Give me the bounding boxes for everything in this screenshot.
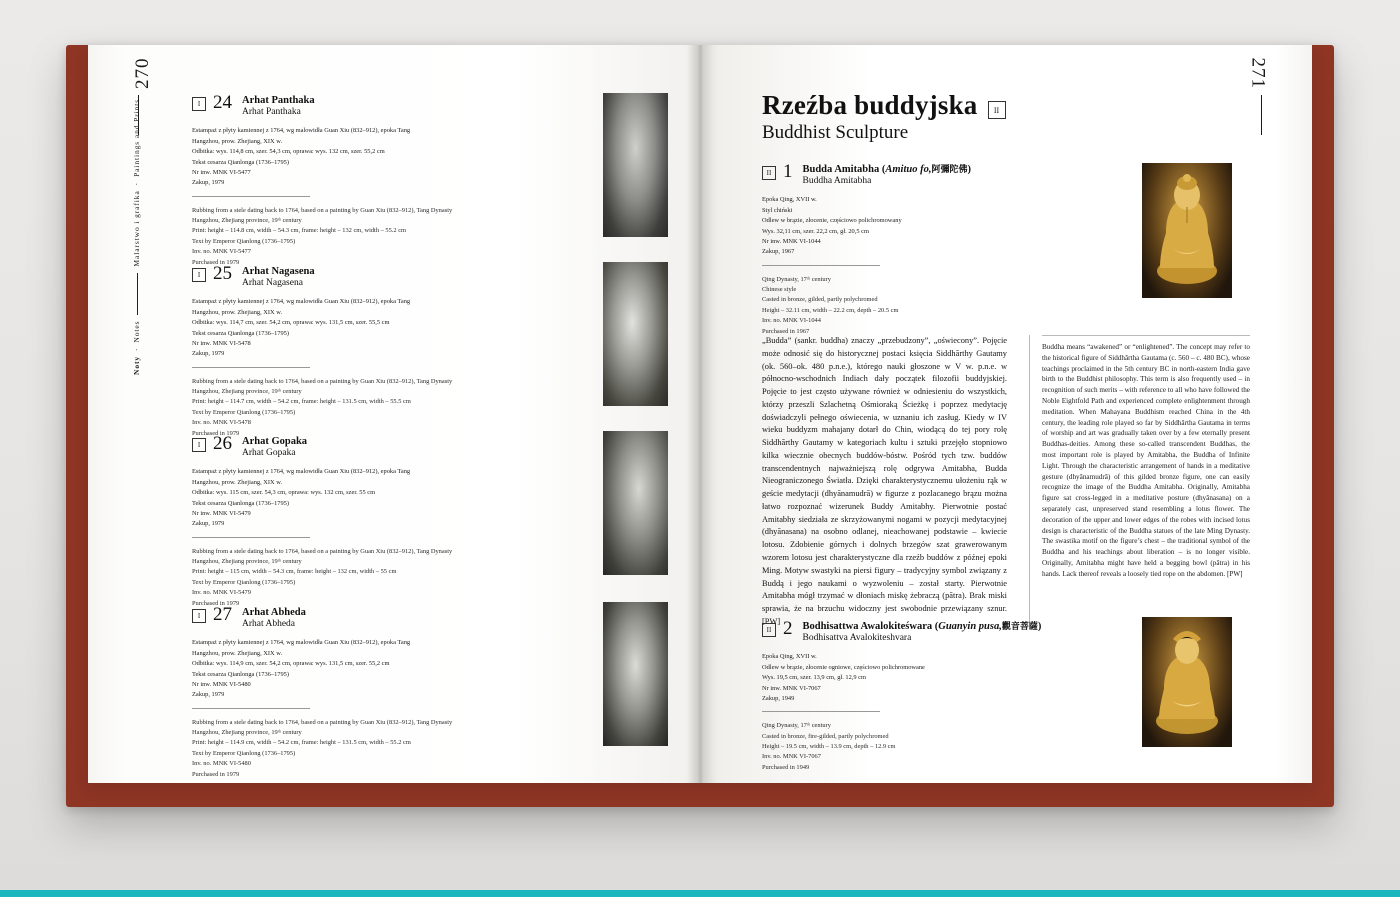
meta-line: Purchased in 1979 [192, 429, 240, 437]
buddha-figure-icon [1142, 163, 1232, 298]
meta-line: Estampaż z płyty kamiennej z 1764, wg malowidła Guan Xiu (832–912), epoka Tang [192, 468, 411, 476]
meta-line: Wys. 19,5 cm, szer. 13,9 cm, gł. 12,9 cm [762, 674, 866, 682]
entry-header [762, 163, 1092, 187]
meta-line: Odbitka: wys. 114,8 cm, szer. 54,3 cm, oprawa: wys. 132 cm, szer. 55,2 cm [192, 148, 385, 156]
chapter-title-en: Buddhist Sculpture [762, 122, 909, 144]
entry-number: 27 [213, 604, 232, 625]
entry-meta-en [762, 721, 1092, 773]
section-mark-icon: I [192, 97, 206, 111]
plate-rubbing-27 [603, 602, 668, 746]
entry-number: 26 [213, 433, 232, 454]
meta-line: Hangzhou, Zhejiang province, 19ᵗʰ century [192, 217, 302, 225]
meta-line: Print: height – 114.8 cm, width – 54.3 cm, frame: height – 132 cm, width – 55.2 cm [192, 227, 406, 235]
entry-title-pl: Bodhisattwa Awalokiteśwara [802, 621, 933, 632]
meta-line: Purchased in 1949 [762, 763, 810, 771]
meta-line: Tekst cesarza Qianlonga (1736–1795) [192, 499, 289, 507]
catalogue-entry-ii-1 [762, 163, 1092, 337]
catalogue-entry-24 [192, 94, 612, 268]
catalogue-entry-26 [192, 435, 612, 609]
entry-meta-pl [192, 297, 612, 359]
meta-line: Inv. no. MNK VI-5480 [192, 760, 251, 768]
folio-number-right: 271 [1247, 57, 1268, 89]
catalogue-entry-25 [192, 265, 612, 439]
plate-rubbing-25 [603, 262, 668, 406]
meta-line: Text by Emperor Qianlong (1736–1795) [192, 237, 296, 245]
running-head-pl-notes: Noty [132, 355, 141, 375]
meta-line: Print: height – 115 cm, width – 54.3 cm, frame: height – 132 cm, width – 55 cm [192, 568, 397, 576]
running-head-en-notes: Notes [132, 320, 141, 343]
bodhisattva-figure-icon [1142, 617, 1232, 747]
entry-meta-en [192, 718, 612, 780]
meta-line: Nr inw. MNK VI-5478 [192, 339, 251, 347]
essay-text-en-body: Buddha means “awakened” or “enlightened”. The concept may refer to the historical figure of Siddhārtha Gautama (c. 560 – c. 480 BC), whose teachings proclaimed in the 5th century BC in north-eastern India gave birth to the Buddhist philosophy. This term is also frequently used – in recognition of such merits – with reference to all who have followed the Noble Eightfold Path and experienced complete enlightenment through meditation. When Mahayana Buddhism reached China in the 4th century, the leading role played so far by Siddhārtha Gautama in terms of worship and art was gradually taken over by a few eternally present Buddhas-deities. Among these so-called transcendent Buddhas, the most important role is played by Amitabha, the Buddha of Infinite Light. Through the characteristic arrangement of hands in a meditative gesture (dhyānamudrā) of this gilded bronze figure, one can easily recognize the image of the Buddha Amitabha. Originally, Amitabha figure sat cross-legged in a meditative posture (dhyānasana) on a separately cast, unpreserved stand resembling a lotus flower. The decoration of the upper and lower edges of the robes with incised lotus design is characteristic of the Buddha statues of the late Ming Dynasty. The swastika motif on the figure’s chest – the traditional symbol of the Buddha and his teachings about liberation – is no longer visible. Originally, Amitabha might have held a begging bowl (pātra) in his hands. Lack thereof reveals a loosely tied rope on the abdomen. [PW] [1042, 343, 1250, 578]
entry-number: 25 [213, 263, 232, 284]
running-head-rule [137, 273, 138, 315]
entry-meta-en [762, 275, 1092, 337]
meta-line: Nr inw. MNK VI-5477 [192, 168, 251, 176]
entry-titles: Budda Amitabha (Amituo fo,阿彌陀佛) Buddha Amitabha [802, 164, 971, 187]
entry-title-en: Arhat Abheda [242, 619, 296, 630]
chapter-heading [762, 91, 1006, 144]
meta-line: Text by Emperor Qianlong (1736–1795) [192, 408, 296, 416]
section-mark-icon: II [762, 623, 776, 637]
entry-title-pl: Budda Amitabha [802, 164, 880, 175]
meta-line: Qing Dynasty, 17ᵗʰ century [762, 722, 831, 730]
meta-line: Odbitka: wys. 114,9 cm, szer. 54,2 cm, oprawa: wys. 131,5 cm, szer. 55,2 cm [192, 660, 390, 668]
meta-line: Odlew w brązie, złocenie, częściowo polichromowany [762, 217, 902, 225]
entry-title-cjk: 阿彌陀佛 [931, 165, 968, 175]
meta-line: Purchased in 1979 [192, 258, 240, 266]
meta-line: Nr inw. MNK VI-5480 [192, 680, 251, 688]
plate-statue-amitabha [1142, 163, 1232, 298]
entry-titles [242, 435, 307, 459]
meta-line: Zakup, 1949 [762, 694, 795, 702]
meta-line: Odbitka: wys. 115 cm, szer. 54,3 cm, oprawa: wys. 132 cm, szer. 55 cm [192, 489, 376, 497]
meta-line: Estampaż z płyty kamiennej z 1764, wg malowidła Guan Xiu (832–912), epoka Tang [192, 639, 411, 647]
entry-title-en: Arhat Panthaka [242, 107, 301, 118]
meta-line: Tekst cesarza Qianlonga (1736–1795) [192, 329, 289, 337]
catalogue-entry-ii-2 [762, 620, 1092, 773]
meta-line: Print: height – 114.9 cm, width – 54.2 cm, frame: height – 131.5 cm, width – 55.2 cm [192, 739, 411, 747]
chapter-heading-text [762, 91, 978, 144]
meta-line: Rubbing from a stele dating back to 1764, based on a painting by Guan Xiu (832–912), Tang Dynasty [192, 547, 453, 555]
meta-line: Purchased in 1979 [192, 770, 240, 778]
book-spread [88, 45, 1312, 783]
essay-columns [762, 335, 1252, 629]
meta-line: Text by Emperor Qianlong (1736–1795) [192, 749, 296, 757]
bottom-accent-strip [0, 890, 1400, 897]
entry-title-en: Arhat Gopaka [242, 448, 296, 459]
meta-line: Nr inw. MNK VI-1044 [762, 237, 821, 245]
essay-text-en [1029, 335, 1250, 629]
chapter-title-pl: Rzeźba buddyjska [762, 90, 978, 120]
meta-line: Hangzhou, Zhejiang province, 19ᵗʰ century [192, 729, 302, 737]
meta-line: Estampaż z płyty kamiennej z 1764, wg malowidła Guan Xiu (832–912), epoka Tang [192, 127, 411, 135]
entry-meta-pl [192, 126, 612, 188]
entry-title-pl: Arhat Abheda [242, 607, 306, 618]
meta-line: Height – 19.5 cm, width – 13.9 cm, depth – 12.9 cm [762, 743, 896, 751]
meta-line: Odlew w brązie, złocenie ogniowe, częściowo polichromowane [762, 663, 925, 671]
section-mark-icon: I [192, 268, 206, 282]
meta-line: Hangzhou, prow. Zhejiang, XIX w. [192, 308, 283, 316]
entry-title-translit: Amituo fo, [885, 164, 932, 175]
entry-divider [762, 265, 880, 266]
entry-meta-pl [762, 652, 1092, 704]
running-head-pl-section: Malarstwo i grafika [132, 190, 141, 267]
entry-meta-en [192, 547, 612, 609]
plate-rubbing-26 [603, 431, 668, 575]
entry-header [192, 435, 612, 459]
meta-line: Inv. no. MNK VI-5479 [192, 589, 251, 597]
entry-divider [762, 711, 880, 712]
entry-meta-en [192, 206, 612, 268]
entry-header [762, 620, 1092, 644]
meta-line: Hangzhou, prow. Zhejiang, XIX w. [192, 137, 283, 145]
section-mark-icon: I [192, 438, 206, 452]
meta-line: Zakup, 1979 [192, 520, 225, 528]
entry-titles [242, 265, 315, 289]
catalogue-entry-27 [192, 606, 612, 780]
meta-line: Purchased in 1979 [192, 599, 240, 607]
meta-line: Purchased in 1967 [762, 327, 810, 335]
entry-meta-pl [192, 467, 612, 529]
chapter-mark-icon: II [988, 101, 1006, 119]
meta-line: Hangzhou, Zhejiang province, 19ᵗʰ century [192, 388, 302, 396]
meta-line: Nr inw. MNK VI-5479 [192, 509, 251, 517]
meta-line: Height – 32.11 cm, width – 22.2 cm, depth – 20.5 cm [762, 306, 899, 314]
entry-title-pl: Arhat Nagasena [242, 266, 315, 277]
meta-line: Inv. no. MNK VI-1044 [762, 317, 821, 325]
meta-line: Hangzhou, prow. Zhejiang, XIX w. [192, 478, 283, 486]
entry-number: 2 [783, 618, 793, 639]
entry-header [192, 94, 612, 118]
entry-divider [192, 367, 310, 368]
running-head-left: Noty·NotesMalarstwo i grafika·Paintings and Prints [132, 98, 141, 375]
meta-line: Estampaż z płyty kamiennej z 1764, wg malowidła Guan Xiu (832–912), epoka Tang [192, 298, 411, 306]
entry-divider [192, 708, 310, 709]
entry-title-en: Bodhisattva Avalokiteshvara [802, 633, 912, 644]
meta-line: Hangzhou, Zhejiang province, 19ᵗʰ century [192, 558, 302, 566]
meta-line: Epoka Qing, XVII w. [762, 653, 817, 661]
entry-titles [242, 94, 315, 118]
meta-line: Hangzhou, prow. Zhejiang, XIX w. [192, 649, 283, 657]
entry-meta-pl [762, 195, 1092, 257]
meta-line: Inv. no. MNK VI-7067 [762, 753, 821, 761]
meta-line: Styl chiński [762, 206, 793, 214]
book-cover [66, 45, 1334, 807]
entry-divider [192, 196, 310, 197]
entry-title-pl: Arhat Panthaka [242, 95, 315, 106]
essay-rule [1042, 335, 1250, 336]
meta-line: Zakup, 1979 [192, 350, 225, 358]
left-page [88, 45, 700, 783]
section-mark-icon: II [762, 166, 776, 180]
section-mark-icon: I [192, 609, 206, 623]
meta-line: Rubbing from a stele dating back to 1764, based on a painting by Guan Xiu (832–912), Tang Dynasty [192, 718, 453, 726]
meta-line: Print: height – 114.7 cm, width – 54.2 cm, frame: height – 131.5 cm, width – 55.5 cm [192, 398, 411, 406]
folio-rule-right [1261, 95, 1262, 135]
plate-rubbing-24 [603, 93, 668, 237]
entry-title-cjk: 觀音菩薩 [1001, 622, 1038, 632]
folio-number-left: 270 [132, 57, 153, 89]
meta-line: Wys. 32,11 cm, szer. 22,2 cm, gł. 20,5 cm [762, 227, 869, 235]
entry-titles: Bodhisattwa Awalokiteśwara (Guanyin pusa,觀音菩薩) Bodhisattva Avalokiteshvara [802, 621, 1042, 644]
meta-line: Epoka Qing, XVII w. [762, 196, 817, 204]
meta-line: Zakup, 1979 [192, 179, 225, 187]
meta-line: Chinese style [762, 286, 797, 294]
entry-number: 24 [213, 92, 232, 113]
meta-line: Text by Emperor Qianlong (1736–1795) [192, 578, 296, 586]
entry-meta-pl [192, 638, 612, 700]
entry-number: 1 [783, 161, 793, 182]
plate-statue-avalokiteshvara [1142, 617, 1232, 747]
entry-titles [242, 606, 306, 630]
meta-line: Zakup, 1967 [762, 248, 795, 256]
meta-line: Nr inw. MNK VI-7067 [762, 684, 821, 692]
meta-line: Tekst cesarza Qianlonga (1736–1795) [192, 158, 289, 166]
meta-line: Casted in bronze, fire-gilded, partly polychromed [762, 732, 889, 740]
right-page [700, 45, 1312, 783]
meta-line: Inv. no. MNK VI-5478 [192, 419, 251, 427]
entry-meta-en [192, 377, 612, 439]
meta-line: Rubbing from a stele dating back to 1764, based on a painting by Guan Xiu (832–912), Tang Dynasty [192, 377, 453, 385]
meta-line: Zakup, 1979 [192, 691, 225, 699]
entry-divider [192, 537, 310, 538]
entry-title-en: Arhat Nagasena [242, 278, 303, 289]
meta-line: Qing Dynasty, 17ᵗʰ century [762, 275, 831, 283]
meta-line: Inv. no. MNK VI-5477 [192, 248, 251, 256]
running-head-en-section: Paintings and Prints [132, 98, 141, 177]
entry-header [192, 265, 612, 289]
meta-line: Rubbing from a stele dating back to 1764, based on a painting by Guan Xiu (832–912), Tang Dynasty [192, 206, 453, 214]
meta-line: Casted in bronze, gilded, partly polychromed [762, 296, 878, 304]
meta-line: Odbitka: wys. 114,7 cm, szer. 54,2 cm, oprawa: wys. 131,5 cm, szer. 55,5 cm [192, 319, 390, 327]
entry-title-translit: Guanyin pusa, [938, 621, 1002, 632]
entry-header [192, 606, 612, 630]
essay-text-pl: „Budda” (sankr. buddha) znaczy „przebudzony”, „oświecony”. Pojęcie może odnosić się do historycznej postaci księcia Siddhārthy Gautamy (ok. 560–ok. 480 p.n.e.), którego nauki głoszone w V w. p.n.e. w północno-wschodnich Indiach dały początek filozofii buddyjskiej. Pojęcie to jest często używane również w odniesieniu do wszystkich, którzy przeszli Szlachetną Ośmioraką Ścieżkę i poprzez medytację doświadczyli pełnego oświecenia, w uznaniu ich zasług. Kiedy w IV wieku buddyzm mahajany dotarł do Chin, wiodącą do tej pory rolę Siddhārthy Gautamy w kategoriach kultu i sztuki przejęło stopniowo kilka wiecznie obecnych buddów-bóstw. Pośród tych tzw. buddów transcendentnych najważniejszą rolę odgrywa Amitabha, Budda Nieograniczonego Światła. Dzięki charakterystycznemu ułożeniu rąk w geście medytacji (dhyānamudrā) w figurze z pozlacanego brązu można łatwo rozpoznać wizerunek Buddy Amitabhy. Pierwotnie postać Amitabhy siedziała ze skrzyżowanymi nogami w pozycji medytacyjnej (dhyānasana) na osobno odlanej, nieachowanej podstawie – kwiecie lotosu. Zdobienie górnych i dolnych brzegów szat grawerowanym wzorem lotosu jest charakterystyczne dla rzeźb buddów z późnej epoki Ming. Motyw swastyki na piersi figury – tradycyjny symbol związany z Buddą i jego naukami o wyzwoleniu – został starty. Pierwotnie Amitabha mógł trzymać w dłoniach miskę żebraczą (pātra). Brak miski sprawia, że na brzuchu widoczny jest swobodnie przewiązany sznur. [PW] [762, 336, 1007, 626]
entry-title-pl: Arhat Gopaka [242, 436, 308, 447]
entry-title-en: Buddha Amitabha [802, 176, 872, 187]
meta-line: Tekst cesarza Qianlonga (1736–1795) [192, 670, 289, 678]
